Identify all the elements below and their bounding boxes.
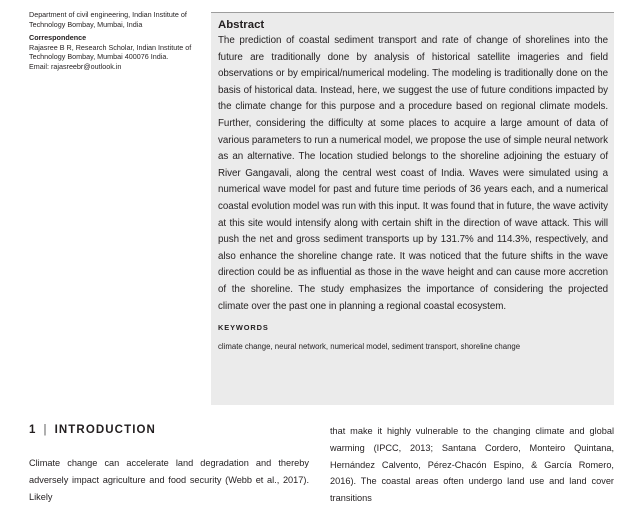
section-separator: |	[43, 424, 48, 436]
section-title: INTRODUCTION	[54, 424, 156, 436]
correspondence-heading: Correspondence	[29, 33, 87, 43]
department-affiliation: Department of civil engineering, Indian Institute of Technology Bombay, Mumbai, India	[29, 10, 187, 29]
section-number: 1	[29, 424, 37, 436]
correspondence-name: Rajasree B R, Research Scholar, Indian Institute of Technology Bombay, Mumbai 400076 India.	[29, 42, 192, 62]
introduction-left-column: Climate change can accelerate land degradation and thereby adversely impact agriculture and food security (Webb et al., 2017). Likely	[29, 458, 309, 502]
abstract-heading: Abstract	[218, 19, 265, 31]
keywords-list: climate change, neural network, numerical model, sediment transport, shoreline change	[218, 342, 521, 352]
section-heading-introduction	[29, 423, 156, 437]
introduction-right-column: that make it highly vulnerable to the changing climate and global warming (IPCC, 2013; Santana Cordero, Monteiro Quintana, Hernández Calvento, Pérez-Chacón Espino, & García Romero, 2016). The coastal areas often undergo land use and land cover transitions	[330, 426, 614, 504]
keywords-heading: KEYWORDS	[218, 323, 269, 333]
abstract-box	[211, 12, 614, 405]
correspondence-email[interactable]: Email: rajasreebr@outlook.in	[29, 61, 122, 71]
abstract-text: The prediction of coastal sediment transport and rate of change of shorelines into the future are traditionally done by analysis of historical satellite imageries and field observations or by empirical/numerical modeling. The modeling is traditionally done on the basis of historical data. Instead, here, we suggest the use of future conditions impacted by the climate change for this purpose and a procedure based on regional climate models. Further, considering the difficulty at some places to acquire a large amount of data of various parameters to run a numerical model, we propose the use of simple neural network as an alternative. The location studied belongs to the shoreline adjoining the estuary of River Gangavali, along the central west coast of India. Waves were simulated using a numerical wave model for past and future time periods of 36 years each, and a numerical coastal evolution model was run with this input. It was found that in future, the wave activity at this site would intensify along with certain shift in the direction of wave attack. This will push the net and gross sediment transports up by 131.7% and 114.3%, respectively, and also enhance the shoreline change rate. It was noticed that the future shifts in the wave direction could be as influential as those in the wave height and can cause more accretion of the shoreline. The study emphasizes the importance of considering the projected climate over the past one in planning a regional coastal ecosystem.	[218, 35, 608, 312]
affiliation-block	[29, 10, 201, 72]
